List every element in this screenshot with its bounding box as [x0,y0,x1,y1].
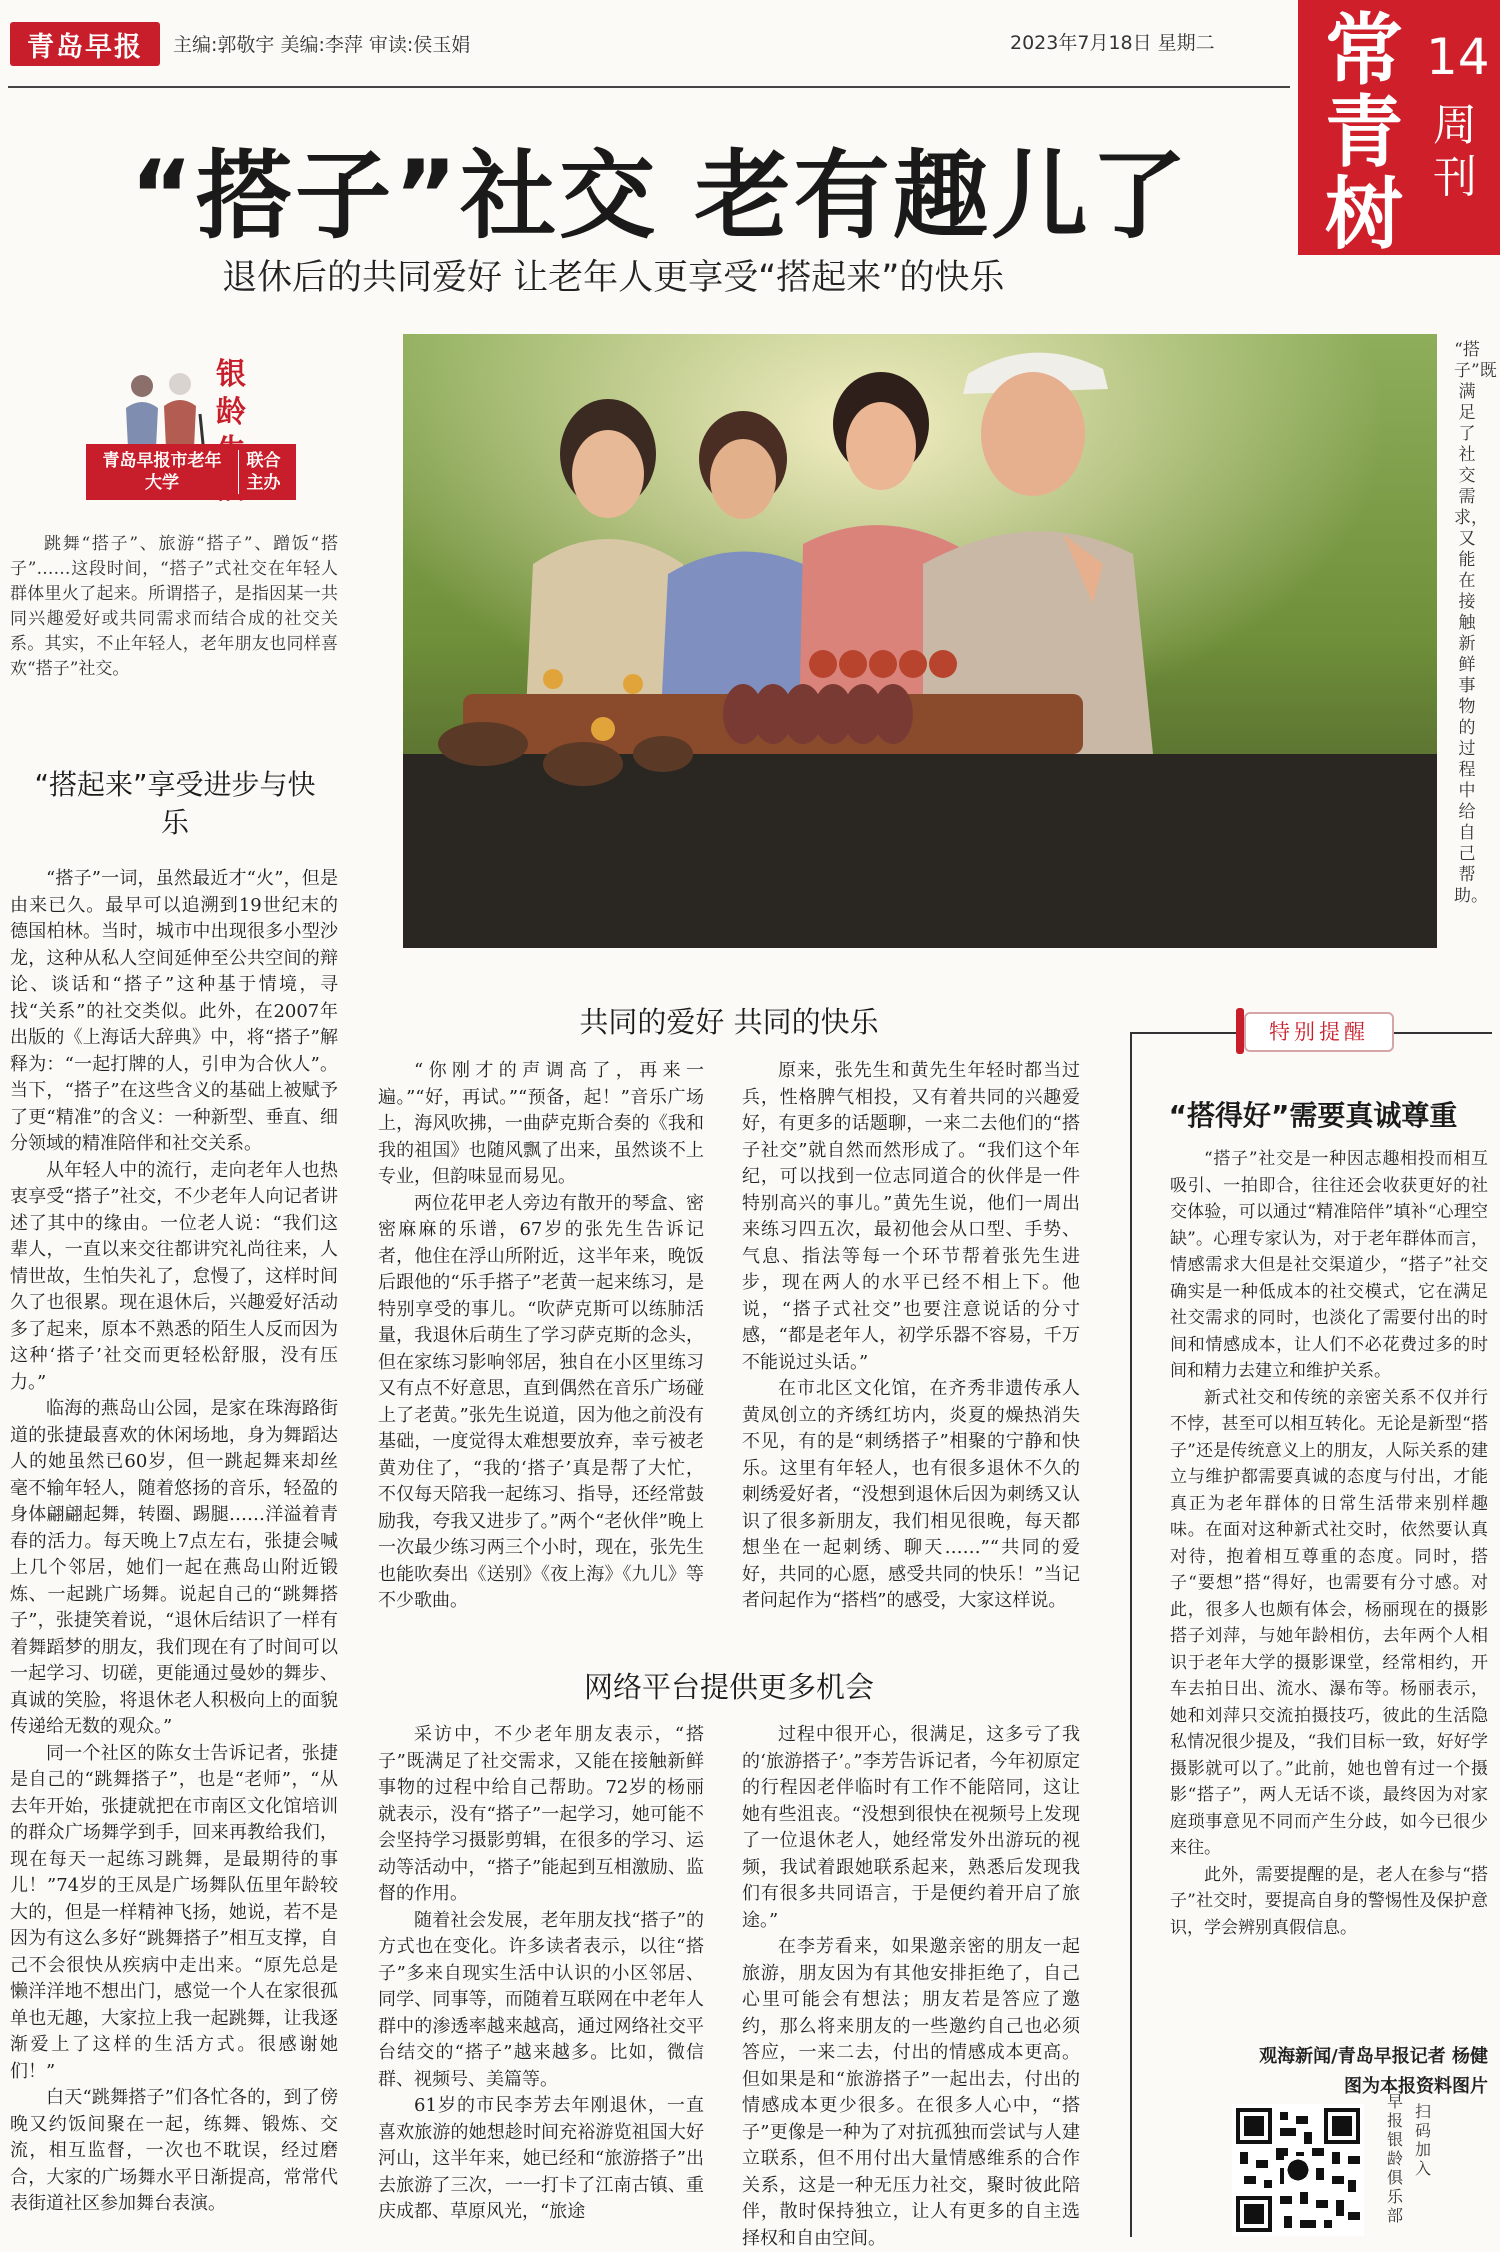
editor-credits: 主编:郭敬宇 美编:李萍 审读:侯玉娟 [173,34,471,56]
badge-org: 青岛早报市老年大学 [102,451,222,493]
paragraph: 临海的燕岛山公园，是家在珠海路街道的张捷最喜欢的休闲场地，身为舞蹈达人的她虽然已60岁，但一跳起舞来却丝毫不输年轻人，随着悠扬的音乐，轻盈的身体翩翩起舞，转圈、踢腿……洋溢着青春的活力。每天晚上7点左右，张捷会喊上几个邻居，她们一起在燕岛山附近锻炼、一起跳广场舞。说起自己的“跳舞搭子”，张捷笑着说，“退休后结识了一样有着舞蹈梦的朋友，我们现在有了时间可以一起学习、切磋，更能通过曼妙的舞步、真诚的笑脸，将退休老人积极向上的面貌传递给无数的观众。” [10,1398,338,1737]
column-2 [378,1058,704,1638]
photo-caption: “搭子”既满足了社交需求，又能在接触新鲜事物的过程中给自己帮助。 [1454,340,1497,906]
seniors-barbecue-photo [403,334,1437,948]
badge-host: 联合主办 [238,450,288,494]
page-number: 14 [1426,28,1490,86]
badge-host-strip [86,444,296,500]
column-4 [378,1722,704,2237]
paragraph: 从年轻人中的流行，走向老年人也热衷享受“搭子”社交，不少老年人向记者讲述了其中的缘由。一位老人说：“我们这辈人，一直以来交往都讲究礼尚往来，人情世故，生怕失礼了，怠慢了，这样时间久了也很累。现在退休后，兴趣爱好活动多了起来，原本不熟悉的陌生人反而因为这种‘搭子’社交而更轻松舒服，没有压力。” [10,1159,338,1393]
column-5 [742,1722,1080,2249]
qr-caption [1386,2092,1446,2252]
paragraph: 新式社交和传统的亲密关系不仅并行不悖，甚至可以相互转化。无论是新型“搭子”还是传统意义上的朋友，人际关系的建立与维护都需要真诚的态度与付出，才能真正为老年群体的日常生活带来别样趣味。在面对这种新式社交时，依然要认真对待，抱着相互尊重的态度。同时，搭子“要想”搭“得好，也需要有分寸感。对此，很多人也颇有体会，杨丽现在的摄影搭子刘萍，与她年龄相仿，去年两个人相识于老年大学的摄影课堂，经常相约，开车去拍日出、流水、瀑布等。杨丽表示，她和刘萍只交流拍摄技巧，彼此的生活隐私情况很少提及，“我们目标一致，好好学摄影就可以了。”此前，她也曾有过一个摄影“搭子”，两人无话不谈，最终因为对家庭琐事意见不同而产生分歧，如今已很少来往。 [1170,1387,1488,1858]
article-headline: “搭子”社交 老有趣儿了 [130,140,1190,252]
header-divider [8,86,1290,88]
reporter-credit: 观海新闻/青岛早报记者 杨健 [1259,2046,1488,2067]
column-badge [86,348,296,500]
paragraph: 同一个社区的陈女士告诉记者，张捷是自己的“跳舞搭子”，也是“老师”，“从去年开始，张捷就把在市南区文化馆培训的群众广场舞学到手，回来再教给我们，现在每天一起练习跳舞，是最期待的事儿！”74岁的王凤是广场舞队伍里年龄较大的，但是一样精神飞扬，她说，若不是因为有这么多好“跳舞搭子”相互支撑，自己不会很快从疾病中走出来。“原先总是懒洋洋地不想出门，感觉一个人在家很孤单也无趣，大家拉上我一起跳舞，让我逐渐爱上了这样的生活方式。很感谢她们！” [10,1742,338,2082]
section1-heading: “搭起来”享受进步与快乐 [34,768,316,839]
column-3 [742,1058,1080,1638]
sidebar-title: “搭得好”需要真诚尊重 [1168,1099,1458,1132]
newspaper-logo: 青岛早报 [10,22,160,66]
paragraph: 此外，需要提醒的是，老人在参与“搭子”社交时，要提高自身的警惕性及保护意识，学会辨别真假信息。 [1170,1864,1488,1938]
qr-scan-hint: 扫码加入 [1414,2102,1431,2178]
paragraph: “你刚才的声调高了，再来一遍。”“好，再试。”“预备，起！”音乐广场上，海风吹拂，一曲萨克斯合奏的《我和我的祖国》也随风飘了出来，虽然谈不上专业，但韵味显而易见。 [378,1060,704,1187]
paragraph: 原来，张先生和黄先生年轻时都当过兵，性格脾气相投，又有着共同的兴趣爱好，有更多的话题聊，一来二去他们的“搭子社交”就自然而然形成了。“我们这个年纪，可以找到一位志同道合的伙伴是一件特别高兴的事儿。”黄先生说，他们一周出来练习四五次，最初他会从口型、手势、气息、指法等每一个环节帮着张先生进步，现在两人的水平已经不相上下。他说，“搭子式社交”也要注意说话的分寸感，“都是老年人，初学乐器不容易，千万不能说过头话。” [742,1060,1080,1373]
page-header [0,0,1290,92]
section3-heading: 网络平台提供更多机会 [583,1670,874,1704]
paragraph: 过程中很开心，很满足，这多亏了我的‘旅游搭子’。”李芳告诉记者，今年初原定的行程因老伴临时有工作不能陪同，这让她有些沮丧。“没想到很快在视频号上发现了一位退休老人，她经常发外出游玩的视频，我试着跟她联系起来，熟悉后发现我们有很多共同语言，于是便约着开启了旅途。” [742,1724,1080,1931]
paragraph: 61岁的市民李芳去年刚退休，一直喜欢旅游的她想趁时间充裕游览祖国大好河山，这半年来，她已经和“旅游搭子”出去旅游了三次，一一打卡了江南古镇、重庆成都、草原风光，“旅途 [378,2095,704,2222]
qr-code-icon[interactable] [1232,2104,1364,2236]
section-title: 常青树 [1324,6,1403,260]
weekly-label: 周刊 [1433,100,1477,203]
paragraph: “搭子”一词，虽然最近才“火”，但是由来已久。最早可以追溯到19世纪末的德国柏林。当时，城市中出现很多小型沙龙，这种从私人空间延伸至公共空间的辩论、谈话和“搭子”这种基于情境，寻找“关系”的社交类似。此外，在2007年出版的《上海话大辞典》中，将“搭子”解释为：“一起打牌的人，引申为合伙人”。当下，“搭子”在这些含义的基础上被赋予了更“精准”的含义：一种新型、垂直、细分领域的精准陪伴和社交关系。 [10,868,338,1154]
column-1 [10,866,338,2236]
section2-heading: 共同的爱好 共同的快乐 [579,1005,879,1039]
paragraph: 在李芳看来，如果邀亲密的朋友一起旅游，朋友因为有其他安排拒绝了，自己心里可能会有想法；朋友若是答应了邀约，那么将来朋友的一些邀约自己也必须答应，一来二去，付出的情感成本更高。但如果是和“旅游搭子”一起出去，付出的情感成本更少很多。在很多人心中，“搭子”更像是一种为了对抗孤独而尝试与人建立联系，但不用付出大量情感维系的合作关系，这是一种无压力社交，聚时彼此陪伴，散时保持独立，让人有更多的自主选择权和自由空间。 [742,1936,1080,2249]
paragraph: 白天“跳舞搭子”们各忙各的，到了傍晚又约饭间聚在一起，练舞、锻炼、交流，相互监督，一次也不耽误，经过磨合，大家的广场舞水平日渐提高，常常代表街道社区参加舞台表演。 [10,2087,338,2214]
paragraph: 两位花甲老人旁边有散开的琴盒、密密麻麻的乐谱，67岁的张先生告诉记者，他住在浮山所附近，这半年来，晚饭后跟他的“乐手搭子”老黄一起来练习，是特别享受的事儿。“吹萨克斯可以练肺活量，我退休后萌生了学习萨克斯的念头，但在家练习影响邻居，独自在小区里练习又有点不好意思，直到偶然在音乐广场碰上了老黄。”张先生说道，因为他之前没有基础，一度觉得太难想要放弃，幸亏被老黄劝住了，“我的‘搭子’真是帮了大忙，不仅每天陪我一起练习、指导，还经常鼓励我，夸我又进步了。”两个“老伙伴”晚上一次最少练习两三个小时，现在，张先生也能吹奏出《送别》《夜上海》《九儿》等不少歌曲。 [378,1192,704,1611]
special-reminder-label: 特别提醒 [1244,1012,1394,1052]
issue-date: 2023年7月18日 星期二 [1010,32,1215,54]
paragraph: “搭子”社交是一种因志趣相投而相互吸引、一拍即合，往往还会收获更好的社交体验，可以通过“精准陪伴”填补“心理空缺”。心理专家认为，对于老年群体而言，情感需求大但是社交渠道少，“搭子”社交确实是一种低成本的社交模式，它在满足社交需求的同时，也淡化了需要付出的时间和情感成本，让人们不必花费过多的时间和精力去建立和维护关系。 [1170,1149,1488,1381]
paragraph: 随着社会发展，老年朋友找“搭子”的方式也在变化。许多读者表示，以往“搭子”多来自现实生活中认识的小区邻居、同学、同事等，而随着互联网在中老年人群中的渗透率越来越高，通过网络社交平台结交的“搭子”越来越多。比如，微信群、视频号、美篇等。 [378,1909,704,2090]
paragraph: 采访中，不少老年朋友表示，“搭子”既满足了社交需求，又能在接触新鲜事物的过程中给自己帮助。72岁的杨丽就表示，没有“搭子”一起学习，她可能不会坚持学习摄影剪辑，在很多的学习、运动等活动中，“搭子”能起到互相激励、监督的作用。 [378,1724,704,1904]
badge-silver-life-label: 银龄 [216,357,246,430]
qr-club-name: 早报银龄俱乐部 [1386,2092,1403,2225]
special-reminder-sidebar [1130,1020,1492,2237]
article-subheadline: 退休后的共同爱好 让老年人更享受“搭起来”的快乐 [222,258,1005,298]
paragraph: 在市北区文化馆，在齐秀非遗传承人黄凤创立的齐绣红坊内，炎夏的燥热消失不见，有的是“刺绣搭子”相聚的宁静和快乐。这里有年轻人，也有很多退休不久的刺绣爱好者，“没想到退休后因为刺绣又认识了很多新朋友，我们相见很晚，每天都想坐在一起刺绣、聊天……”“共同的爱好，共同的心愿，感受共同的快乐！”当记者问起作为“搭档”的感受，大家这样说。 [742,1378,1080,1611]
section-masthead [1298,0,1500,260]
article-intro: 跳舞“搭子”、旅游“搭子”、蹭饭“搭子”……这段时间，“搭子”式社交在年轻人群体里火了起来。所谓搭子，是指因某一共同兴趣爱好或共同需求而结合成的社交关系。其实，不止年轻人，老年朋友也同样喜欢“搭子”社交。 [10,534,338,679]
sidebar-body [1170,1146,1488,1941]
photo-credit: 图为本报资料图片 [1344,2076,1488,2097]
